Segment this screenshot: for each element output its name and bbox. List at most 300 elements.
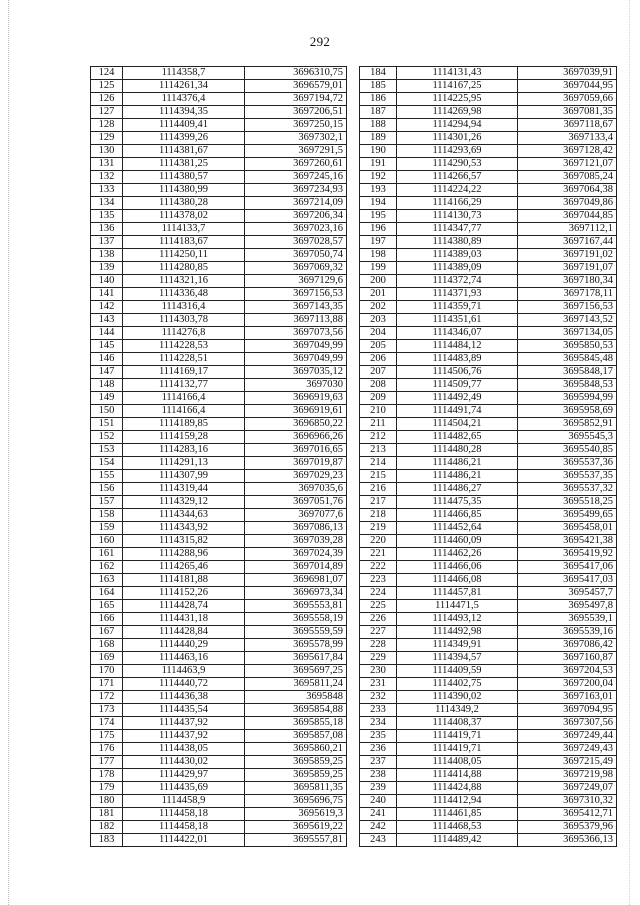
x-coordinate-cell: 1114276,8 xyxy=(123,327,245,340)
point-number-cell: 230 xyxy=(360,665,397,678)
table-row xyxy=(360,782,617,795)
table-row xyxy=(360,210,617,223)
point-number-cell: 208 xyxy=(360,379,397,392)
point-number-cell: 138 xyxy=(91,249,123,262)
table-row xyxy=(360,730,617,743)
x-coordinate-cell: 1114409,41 xyxy=(123,119,245,132)
y-coordinate-cell: 3697035,6 xyxy=(245,483,347,496)
y-coordinate-cell: 3697249,44 xyxy=(518,730,617,743)
point-number-cell: 235 xyxy=(360,730,397,743)
point-number-cell: 190 xyxy=(360,145,397,158)
y-coordinate-cell: 3695539,1 xyxy=(518,613,617,626)
table-row xyxy=(91,327,347,340)
point-number-cell: 145 xyxy=(91,340,123,353)
point-number-cell: 137 xyxy=(91,236,123,249)
x-coordinate-cell: 1114428,84 xyxy=(123,626,245,639)
x-coordinate-cell: 1114380,89 xyxy=(397,236,518,249)
table-row xyxy=(360,67,617,80)
table-row xyxy=(91,795,347,808)
y-coordinate-cell: 3695619,3 xyxy=(245,808,347,821)
x-coordinate-cell: 1114460,09 xyxy=(397,535,518,548)
point-number-cell: 199 xyxy=(360,262,397,275)
table-row xyxy=(91,366,347,379)
point-number-cell: 173 xyxy=(91,704,123,717)
x-coordinate-cell: 1114458,9 xyxy=(123,795,245,808)
y-coordinate-cell: 3695379,96 xyxy=(518,821,617,834)
y-coordinate-cell: 3697094,95 xyxy=(518,704,617,717)
table-row xyxy=(91,301,347,314)
x-coordinate-cell: 1114266,57 xyxy=(397,171,518,184)
y-coordinate-cell: 3695859,25 xyxy=(245,756,347,769)
point-number-cell: 211 xyxy=(360,418,397,431)
x-coordinate-cell: 1114458,18 xyxy=(123,808,245,821)
y-coordinate-cell: 3697156,53 xyxy=(518,301,617,314)
point-number-cell: 237 xyxy=(360,756,397,769)
table-row xyxy=(360,288,617,301)
page-number: 292 xyxy=(309,34,331,49)
point-number-cell: 214 xyxy=(360,457,397,470)
y-coordinate-cell: 3695419,92 xyxy=(518,548,617,561)
x-coordinate-cell: 1114347,77 xyxy=(397,223,518,236)
point-number-cell: 155 xyxy=(91,470,123,483)
table-row xyxy=(360,444,617,457)
y-coordinate-cell: 3696973,34 xyxy=(245,587,347,600)
y-coordinate-cell: 3697133,4 xyxy=(518,132,617,145)
x-coordinate-cell: 1114303,78 xyxy=(123,314,245,327)
x-coordinate-cell: 1114492,98 xyxy=(397,626,518,639)
point-number-cell: 159 xyxy=(91,522,123,535)
y-coordinate-cell: 3695845,48 xyxy=(518,353,617,366)
point-number-cell: 220 xyxy=(360,535,397,548)
x-coordinate-cell: 1114409,59 xyxy=(397,665,518,678)
y-coordinate-cell: 3697028,57 xyxy=(245,236,347,249)
x-coordinate-cell: 1114183,67 xyxy=(123,236,245,249)
table-row xyxy=(91,613,347,626)
table-row xyxy=(91,691,347,704)
x-coordinate-cell: 1114371,93 xyxy=(397,288,518,301)
x-coordinate-cell: 1114486,21 xyxy=(397,457,518,470)
x-coordinate-cell: 1114466,06 xyxy=(397,561,518,574)
table-row xyxy=(91,288,347,301)
x-coordinate-cell: 1114293,69 xyxy=(397,145,518,158)
x-coordinate-cell: 1114429,97 xyxy=(123,769,245,782)
y-coordinate-cell: 3697302,1 xyxy=(245,132,347,145)
point-number-cell: 189 xyxy=(360,132,397,145)
x-coordinate-cell: 1114402,75 xyxy=(397,678,518,691)
table-row xyxy=(360,821,617,834)
x-coordinate-cell: 1114463,16 xyxy=(123,652,245,665)
x-coordinate-cell: 1114419,71 xyxy=(397,730,518,743)
x-coordinate-cell: 1114319,44 xyxy=(123,483,245,496)
x-coordinate-cell: 1114316,4 xyxy=(123,301,245,314)
table-row xyxy=(91,145,347,158)
x-coordinate-cell: 1114301,26 xyxy=(397,132,518,145)
y-coordinate-cell: 3697260,61 xyxy=(245,158,347,171)
table-row xyxy=(360,678,617,691)
table-row xyxy=(91,80,347,93)
point-number-cell: 232 xyxy=(360,691,397,704)
point-number-cell: 176 xyxy=(91,743,123,756)
point-number-cell: 201 xyxy=(360,288,397,301)
y-coordinate-cell: 3697178,11 xyxy=(518,288,617,301)
y-coordinate-cell: 3695811,24 xyxy=(245,678,347,691)
point-number-cell: 186 xyxy=(360,93,397,106)
point-number-cell: 153 xyxy=(91,444,123,457)
table-row xyxy=(360,522,617,535)
y-coordinate-cell: 3695417,03 xyxy=(518,574,617,587)
point-number-cell: 160 xyxy=(91,535,123,548)
x-coordinate-cell: 1114408,37 xyxy=(397,717,518,730)
page-edge-right xyxy=(629,0,630,905)
table-row xyxy=(360,574,617,587)
y-coordinate-cell: 3697112,1 xyxy=(518,223,617,236)
y-coordinate-cell: 3695497,8 xyxy=(518,600,617,613)
table-row xyxy=(91,496,347,509)
x-coordinate-cell: 1114399,26 xyxy=(123,132,245,145)
table-row xyxy=(91,522,347,535)
point-number-cell: 162 xyxy=(91,561,123,574)
table-row xyxy=(91,223,347,236)
table-row xyxy=(91,210,347,223)
x-coordinate-cell: 1114424,88 xyxy=(397,782,518,795)
table-row xyxy=(91,535,347,548)
x-coordinate-cell: 1114189,85 xyxy=(123,418,245,431)
y-coordinate-cell: 3697310,32 xyxy=(518,795,617,808)
table-row xyxy=(360,548,617,561)
point-number-cell: 224 xyxy=(360,587,397,600)
point-number-cell: 227 xyxy=(360,626,397,639)
table-row xyxy=(91,730,347,743)
x-coordinate-cell: 1114484,12 xyxy=(397,340,518,353)
point-number-cell: 196 xyxy=(360,223,397,236)
table-row xyxy=(360,327,617,340)
x-coordinate-cell: 1114381,25 xyxy=(123,158,245,171)
table-row xyxy=(91,704,347,717)
point-number-cell: 166 xyxy=(91,613,123,626)
x-coordinate-cell: 1114430,02 xyxy=(123,756,245,769)
point-number-cell: 180 xyxy=(91,795,123,808)
x-coordinate-cell: 1114466,85 xyxy=(397,509,518,522)
y-coordinate-cell: 3697180,34 xyxy=(518,275,617,288)
point-number-cell: 185 xyxy=(360,80,397,93)
y-coordinate-cell: 3695537,35 xyxy=(518,470,617,483)
y-coordinate-cell: 3696310,75 xyxy=(245,67,347,80)
table-row xyxy=(91,483,347,496)
point-number-cell: 170 xyxy=(91,665,123,678)
x-coordinate-cell: 1114152,26 xyxy=(123,587,245,600)
point-number-cell: 206 xyxy=(360,353,397,366)
x-coordinate-cell: 1114437,92 xyxy=(123,730,245,743)
y-coordinate-cell: 3697163,01 xyxy=(518,691,617,704)
point-number-cell: 242 xyxy=(360,821,397,834)
x-coordinate-cell: 1114283,16 xyxy=(123,444,245,457)
table-row xyxy=(91,392,347,405)
table-row xyxy=(360,496,617,509)
table-row xyxy=(360,145,617,158)
y-coordinate-cell: 3695545,3 xyxy=(518,431,617,444)
y-coordinate-cell: 3695417,06 xyxy=(518,561,617,574)
point-number-cell: 124 xyxy=(91,67,123,80)
x-coordinate-cell: 1114166,4 xyxy=(123,405,245,418)
y-coordinate-cell: 3697039,91 xyxy=(518,67,617,80)
table-row xyxy=(360,626,617,639)
y-coordinate-cell: 3697113,88 xyxy=(245,314,347,327)
point-number-cell: 179 xyxy=(91,782,123,795)
table-row xyxy=(360,691,617,704)
x-coordinate-cell: 1114250,11 xyxy=(123,249,245,262)
x-coordinate-cell: 1114509,77 xyxy=(397,379,518,392)
y-coordinate-cell: 3695540,85 xyxy=(518,444,617,457)
table-row xyxy=(360,158,617,171)
y-coordinate-cell: 3695859,25 xyxy=(245,769,347,782)
x-coordinate-cell: 1114351,61 xyxy=(397,314,518,327)
coordinate-table-left xyxy=(90,66,347,847)
y-coordinate-cell: 3695848,53 xyxy=(518,379,617,392)
point-number-cell: 143 xyxy=(91,314,123,327)
y-coordinate-cell: 3695855,18 xyxy=(245,717,347,730)
point-number-cell: 238 xyxy=(360,769,397,782)
x-coordinate-cell: 1114461,85 xyxy=(397,808,518,821)
table-row xyxy=(360,80,617,93)
point-number-cell: 197 xyxy=(360,236,397,249)
table-row xyxy=(360,652,617,665)
y-coordinate-cell: 3697234,93 xyxy=(245,184,347,197)
point-number-cell: 195 xyxy=(360,210,397,223)
table-row xyxy=(360,379,617,392)
x-coordinate-cell: 1114380,28 xyxy=(123,197,245,210)
point-number-cell: 194 xyxy=(360,197,397,210)
y-coordinate-cell: 3695697,25 xyxy=(245,665,347,678)
table-row xyxy=(91,743,347,756)
x-coordinate-cell: 1114504,21 xyxy=(397,418,518,431)
y-coordinate-cell: 3697023,16 xyxy=(245,223,347,236)
x-coordinate-cell: 1114132,77 xyxy=(123,379,245,392)
table-row xyxy=(360,106,617,119)
table-row xyxy=(91,756,347,769)
y-coordinate-cell: 3697128,42 xyxy=(518,145,617,158)
x-coordinate-cell: 1114480,28 xyxy=(397,444,518,457)
x-coordinate-cell: 1114491,74 xyxy=(397,405,518,418)
y-coordinate-cell: 3697249,07 xyxy=(518,782,617,795)
y-coordinate-cell: 3697064,38 xyxy=(518,184,617,197)
x-coordinate-cell: 1114435,54 xyxy=(123,704,245,717)
table-row xyxy=(91,314,347,327)
y-coordinate-cell: 3697214,09 xyxy=(245,197,347,210)
table-row xyxy=(91,171,347,184)
table-row xyxy=(91,470,347,483)
point-number-cell: 146 xyxy=(91,353,123,366)
y-coordinate-cell: 3697206,51 xyxy=(245,106,347,119)
x-coordinate-cell: 1114493,12 xyxy=(397,613,518,626)
table-row xyxy=(360,301,617,314)
y-coordinate-cell: 3697245,16 xyxy=(245,171,347,184)
point-number-cell: 184 xyxy=(360,67,397,80)
point-number-cell: 187 xyxy=(360,106,397,119)
table-row xyxy=(91,275,347,288)
table-row xyxy=(360,132,617,145)
point-number-cell: 236 xyxy=(360,743,397,756)
point-number-cell: 134 xyxy=(91,197,123,210)
y-coordinate-cell: 3697191,07 xyxy=(518,262,617,275)
y-coordinate-cell: 3696919,63 xyxy=(245,392,347,405)
y-coordinate-cell: 3696966,26 xyxy=(245,431,347,444)
x-coordinate-cell: 1114389,03 xyxy=(397,249,518,262)
x-coordinate-cell: 1114349,2 xyxy=(397,704,518,717)
y-coordinate-cell: 3695553,81 xyxy=(245,600,347,613)
point-number-cell: 221 xyxy=(360,548,397,561)
y-coordinate-cell: 3697077,6 xyxy=(245,509,347,522)
x-coordinate-cell: 1114315,82 xyxy=(123,535,245,548)
y-coordinate-cell: 3697081,35 xyxy=(518,106,617,119)
y-coordinate-cell: 3697291,5 xyxy=(245,145,347,158)
point-number-cell: 148 xyxy=(91,379,123,392)
x-coordinate-cell: 1114167,25 xyxy=(397,80,518,93)
y-coordinate-cell: 3697035,12 xyxy=(245,366,347,379)
point-number-cell: 178 xyxy=(91,769,123,782)
table-row xyxy=(360,119,617,132)
table-row xyxy=(91,405,347,418)
y-coordinate-cell: 3697044,95 xyxy=(518,80,617,93)
x-coordinate-cell: 1114321,16 xyxy=(123,275,245,288)
table-row xyxy=(91,158,347,171)
x-coordinate-cell: 1114358,7 xyxy=(123,67,245,80)
y-coordinate-cell: 3696981,07 xyxy=(245,574,347,587)
y-coordinate-cell: 3695850,53 xyxy=(518,340,617,353)
point-number-cell: 198 xyxy=(360,249,397,262)
point-number-cell: 144 xyxy=(91,327,123,340)
point-number-cell: 182 xyxy=(91,821,123,834)
y-coordinate-cell: 3697118,67 xyxy=(518,119,617,132)
table-row xyxy=(360,366,617,379)
point-number-cell: 140 xyxy=(91,275,123,288)
point-number-cell: 147 xyxy=(91,366,123,379)
point-number-cell: 141 xyxy=(91,288,123,301)
point-number-cell: 165 xyxy=(91,600,123,613)
x-coordinate-cell: 1114428,74 xyxy=(123,600,245,613)
table-row xyxy=(360,184,617,197)
table-row xyxy=(360,353,617,366)
x-coordinate-cell: 1114166,4 xyxy=(123,392,245,405)
y-coordinate-cell: 3697194,72 xyxy=(245,93,347,106)
y-coordinate-cell: 3696850,22 xyxy=(245,418,347,431)
x-coordinate-cell: 1114489,42 xyxy=(397,834,518,847)
table-row xyxy=(360,535,617,548)
x-coordinate-cell: 1114224,22 xyxy=(397,184,518,197)
x-coordinate-cell: 1114492,49 xyxy=(397,392,518,405)
x-coordinate-cell: 1114343,92 xyxy=(123,522,245,535)
point-number-cell: 228 xyxy=(360,639,397,652)
table-row xyxy=(360,275,617,288)
y-coordinate-cell: 3697206,34 xyxy=(245,210,347,223)
y-coordinate-cell: 3697024,39 xyxy=(245,548,347,561)
y-coordinate-cell: 3695848,17 xyxy=(518,366,617,379)
table-row xyxy=(360,600,617,613)
table-row xyxy=(360,249,617,262)
table-row xyxy=(91,67,347,80)
y-coordinate-cell: 3697016,65 xyxy=(245,444,347,457)
table-row xyxy=(91,197,347,210)
table-row xyxy=(360,613,617,626)
table-row xyxy=(360,795,617,808)
point-number-cell: 217 xyxy=(360,496,397,509)
table-row xyxy=(360,717,617,730)
y-coordinate-cell: 3695578,99 xyxy=(245,639,347,652)
x-coordinate-cell: 1114269,98 xyxy=(397,106,518,119)
point-number-cell: 156 xyxy=(91,483,123,496)
x-coordinate-cell: 1114419,71 xyxy=(397,743,518,756)
point-number-cell: 183 xyxy=(91,834,123,847)
table-row xyxy=(360,418,617,431)
y-coordinate-cell: 3697039,28 xyxy=(245,535,347,548)
point-number-cell: 243 xyxy=(360,834,397,847)
y-coordinate-cell: 3695412,71 xyxy=(518,808,617,821)
x-coordinate-cell: 1114437,92 xyxy=(123,717,245,730)
point-number-cell: 226 xyxy=(360,613,397,626)
page-edge-left xyxy=(8,0,9,905)
y-coordinate-cell: 3697219,98 xyxy=(518,769,617,782)
table-row xyxy=(360,665,617,678)
x-coordinate-cell: 1114329,12 xyxy=(123,496,245,509)
x-coordinate-cell: 1114422,01 xyxy=(123,834,245,847)
x-coordinate-cell: 1114463,9 xyxy=(123,665,245,678)
table-row xyxy=(91,834,347,847)
table-row xyxy=(360,808,617,821)
y-coordinate-cell: 3695994,99 xyxy=(518,392,617,405)
point-number-cell: 192 xyxy=(360,171,397,184)
table-row xyxy=(360,340,617,353)
y-coordinate-cell: 3697200,04 xyxy=(518,678,617,691)
y-coordinate-cell: 3697019,87 xyxy=(245,457,347,470)
x-coordinate-cell: 1114380,57 xyxy=(123,171,245,184)
point-number-cell: 131 xyxy=(91,158,123,171)
table-row xyxy=(91,509,347,522)
x-coordinate-cell: 1114431,18 xyxy=(123,613,245,626)
point-number-cell: 168 xyxy=(91,639,123,652)
x-coordinate-cell: 1114440,72 xyxy=(123,678,245,691)
point-number-cell: 191 xyxy=(360,158,397,171)
point-number-cell: 193 xyxy=(360,184,397,197)
point-number-cell: 213 xyxy=(360,444,397,457)
table-row xyxy=(91,639,347,652)
x-coordinate-cell: 1114394,57 xyxy=(397,652,518,665)
table-row xyxy=(360,587,617,600)
y-coordinate-cell: 3695617,84 xyxy=(245,652,347,665)
table-row xyxy=(360,314,617,327)
y-coordinate-cell: 3697156,53 xyxy=(245,288,347,301)
table-row xyxy=(91,353,347,366)
y-coordinate-cell: 3695537,36 xyxy=(518,457,617,470)
x-coordinate-cell: 1114166,29 xyxy=(397,197,518,210)
point-number-cell: 128 xyxy=(91,119,123,132)
x-coordinate-cell: 1114486,27 xyxy=(397,483,518,496)
y-coordinate-cell: 3697069,32 xyxy=(245,262,347,275)
x-coordinate-cell: 1114412,94 xyxy=(397,795,518,808)
y-coordinate-cell: 3695811,35 xyxy=(245,782,347,795)
y-coordinate-cell: 3695854,88 xyxy=(245,704,347,717)
y-coordinate-cell: 3697051,76 xyxy=(245,496,347,509)
y-coordinate-cell: 3695860,21 xyxy=(245,743,347,756)
table-row xyxy=(360,470,617,483)
table-row xyxy=(91,717,347,730)
x-coordinate-cell: 1114307,99 xyxy=(123,470,245,483)
x-coordinate-cell: 1114290,53 xyxy=(397,158,518,171)
table-row xyxy=(360,834,617,847)
point-number-cell: 164 xyxy=(91,587,123,600)
y-coordinate-cell: 3695619,22 xyxy=(245,821,347,834)
table-row xyxy=(360,483,617,496)
point-number-cell: 163 xyxy=(91,574,123,587)
x-coordinate-cell: 1114389,09 xyxy=(397,262,518,275)
